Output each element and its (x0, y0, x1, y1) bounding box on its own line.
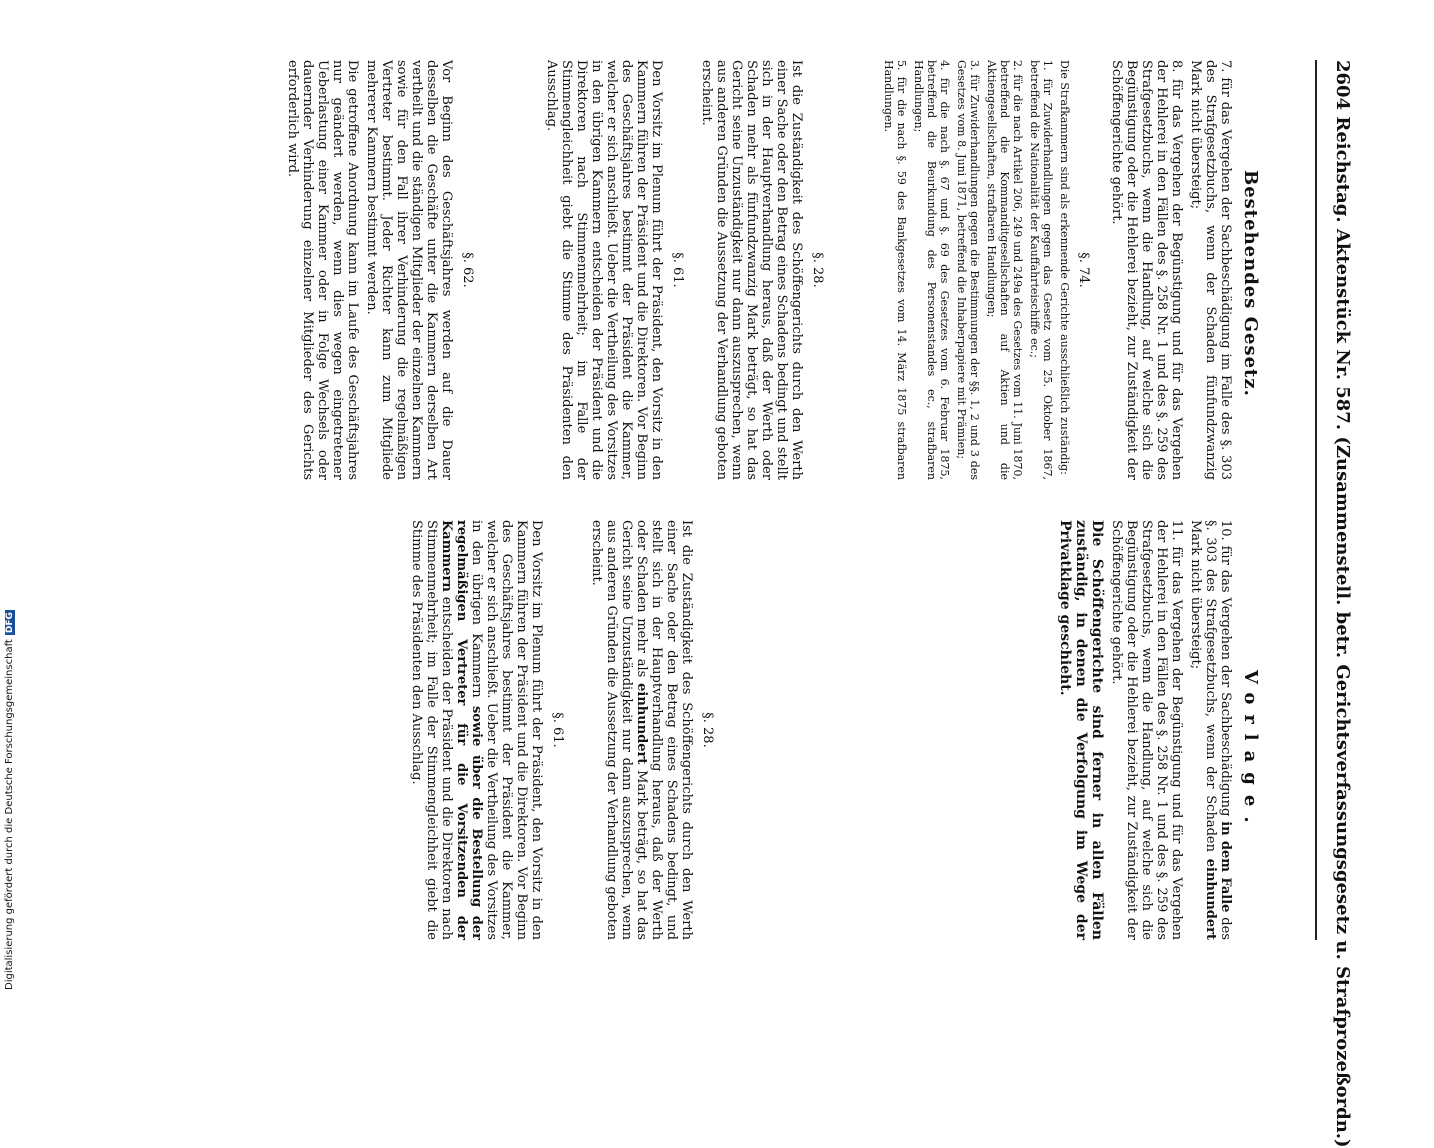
section-61-heading: §. 61. (550, 712, 565, 748)
s61-text: entscheiden der Präsident und die Direktoren nach Stimmenmehrheit; im Falle der Stimmengleichheit giebt die Stimme des Präsidenten den Ausschlag. (409, 520, 454, 940)
section-28-heading: §. 28. (810, 252, 825, 288)
left-section-74 (878, 60, 1098, 480)
left-item-8: 8. für das Vergehen der Begünstigung und für das Vergehen der Hehlerei in den Fällen des §. 258 Nr. 1 und des §. 259 des Strafgesetzbuchs, wenn die Handlung, auf welche sich die Begünstigung oder die Hehlerei bezieht, zur Zuständigkeit der Schöffengerichte gehört. (1109, 60, 1184, 480)
section-61-text: Den Vorsitz im Plenum führt der Präsident, den Vorsitz in den Kammern führen der Präsident und die Direktoren. Vor Beginn des Geschäftsjahres bestimmt der Präsident die Kammer, welcher er sich anschließt. Ueber die Vertheilung des Vorsitzes in den übrigen Kammern entscheiden der Präsident und die Direktoren nach Stimmenmehrheit; im Falle der Stimmengleichheit giebt die Stimme des Präsidenten den Ausschlag. (544, 60, 664, 480)
item-10-text: 10. für das Vergehen der Sachbeschädigung (1218, 520, 1233, 822)
s61-bold: sowie über die Bestellung der regelmäßigen Vertreter für die Vorsitzenden der Kammern (439, 520, 484, 940)
left-column-upper (1105, 60, 1233, 480)
s74-item: 3. für Zuwiderhandlungen gegen die Bestimmungen der §§. 1, 2 und 3 des Gesetzes vom 8. Juni 1871, betreffend die Inhaberpapiere mit Prämien; (955, 60, 981, 480)
section-62-heading: §. 62. (460, 252, 475, 288)
right-section-61 (405, 520, 573, 940)
left-section-28 (695, 60, 833, 480)
section-74-heading: §. 74. (1076, 252, 1091, 288)
section-61-heading: §. 61. (670, 252, 685, 288)
rotated-page (113, 60, 1353, 1148)
s74-item: 2. für die nach Artikel 206, 249 und 249a des Gesetzes vom 11. Juni 1870, betreffend die Kommanditgesellschaften auf Aktien und die Aktiengesellschaften, strafbaren Handlungen; (985, 60, 1024, 480)
right-section-28 (585, 520, 723, 940)
right-item-10 (1188, 520, 1233, 940)
right-column-title: Vorlage. (1240, 670, 1261, 833)
right-column-upper (1053, 520, 1233, 940)
item-10-bold: in dem Falle (1218, 821, 1233, 913)
s61-text: Den Vorsitz im Plenum führt der Präsident, den Vorsitz in den Kammern führen der Präsident und die Direktoren. Vor Beginn des Geschäftsjahres bestimmt der Präsident die Kammer, welcher er sich anschließt. Ueber die Vertheilung des Vorsitzes in den übrigen Kammern (469, 520, 544, 940)
footer-text: Digitalisierung gefördert durch die Deutsche Forschungsgemeinschaft (4, 639, 15, 990)
page-header: 2604 Reichstag. Aktenstück Nr. 587. (Zusammenstell. betr. Gerichtsverfassungsgesetz u. Strafprozeßordn.) (1332, 60, 1353, 1148)
item-10-text: des §. 303 des Strafgesetzbuchs, wenn der Schaden (1203, 520, 1233, 940)
left-section-61 (540, 60, 693, 480)
s74-item: 4. für die nach §. 67 und §. 69 des Gesetzes vom 6. Februar 1875, betreffend die Beurkundung des Personenstandes ec., strafbaren Handlungen; (912, 60, 951, 480)
item-10-text: Mark nicht übersteigt; (1188, 520, 1203, 670)
section-28-text (589, 520, 694, 940)
left-item-7: 7. für das Vergehen der Sachbeschädigung im Falle des §. 303 des Strafgesetzbuchs, wenn der Schaden fünfundzwanzig Mark nicht übersteigt; (1188, 60, 1233, 480)
right-bold-paragraph: Die Schöffengerichte sind ferner in allen Fällen zuständig, in denen die Verfolgung im Wege der Privatklage geschieht. (1057, 520, 1105, 940)
s74-item: 1. für Zuwiderhandlungen gegen das Gesetz vom 25. Oktober 1867, betreffend die Nationalität der Kauffahrteischiffe ec.; (1028, 60, 1054, 480)
left-section-62 (281, 60, 483, 480)
section-62-para-2: Die getroffene Anordnung kann im Laufe des Geschäftsjahres nur geändert werden, wenn dies wegen eingetretener Ueberlastung einer Kammer oder in Folge Wechsels oder dauernder Verhinderung einzelner Mitglieder des Gerichts erforderlich wird. (285, 60, 360, 480)
section-62-para-1: Vor Beginn des Geschäftsjahres werden auf die Dauer desselben die Geschäfte unter die Kammern derselben Art vertheilt und die ständigen Mitglieder der einzelnen Kammern sowie für den Fall ihrer Verhinderung die regelmäßigen Vertreter bestimmt. Jeder Richter kann zum Mitgliede mehrerer Kammern bestimmt werden. (364, 60, 454, 480)
section-28-heading: §. 28. (700, 712, 715, 748)
s28-bold-amount: einhundert (634, 683, 649, 765)
header-rule (1315, 60, 1317, 940)
item-10-bold-amount: einhundert (1203, 858, 1218, 940)
left-column-title: Bestehendes Gesetz. (1240, 170, 1261, 397)
digitization-footer (4, 610, 15, 990)
s28-text: Mark beträgt, so hat das Gericht seine Unzuständigkeit nur dann auszusprechen, wenn aus anderen Gründen die Aussetzung der Verhandlung geboten erscheint. (589, 520, 649, 940)
s28-text: Ist die Zuständigkeit des Schöffengerichts durch den Werth einer Sache oder den Betrag eines Schadens bedingt, und stellt sich in der Hauptverhandlung heraus, daß der Werth oder Schaden mehr als (634, 520, 694, 940)
section-74-intro: Die Strafkammern sind als erkennende Gerichte ausschließlich zuständig: (1058, 60, 1071, 475)
right-item-11: 11. für das Vergehen der Begünstigung und für das Vergehen der Hehlerei in den Fällen des §. 258 Nr. 1 und des §. 259 des Strafgesetzbuchs, wenn die Handlung, auf welche sich die Begünstigung oder die Hehlerei bezieht, zur Zuständigkeit der Schöffengerichte gehört. (1109, 520, 1184, 940)
s74-item: 5. für die nach §. 59 des Bankgesetzes vom 14. März 1875 strafbaren Handlungen. (882, 60, 908, 480)
section-61-text (409, 520, 544, 940)
section-28-text: Ist die Zuständigkeit des Schöffengerichts durch den Werth einer Sache oder den Betrag eines Schadens bedingt und stellt sich in der Hauptverhandlung heraus, daß der Werth oder Schaden mehr als fünfundzwanzig Mark beträgt, so hat das Gericht seine Unzuständigkeit nur dann auszusprechen, wenn aus anderen Gründen die Aussetzung der Verhandlung geboten erscheint. (699, 60, 804, 480)
dfg-logo-icon: DFG (5, 612, 15, 634)
